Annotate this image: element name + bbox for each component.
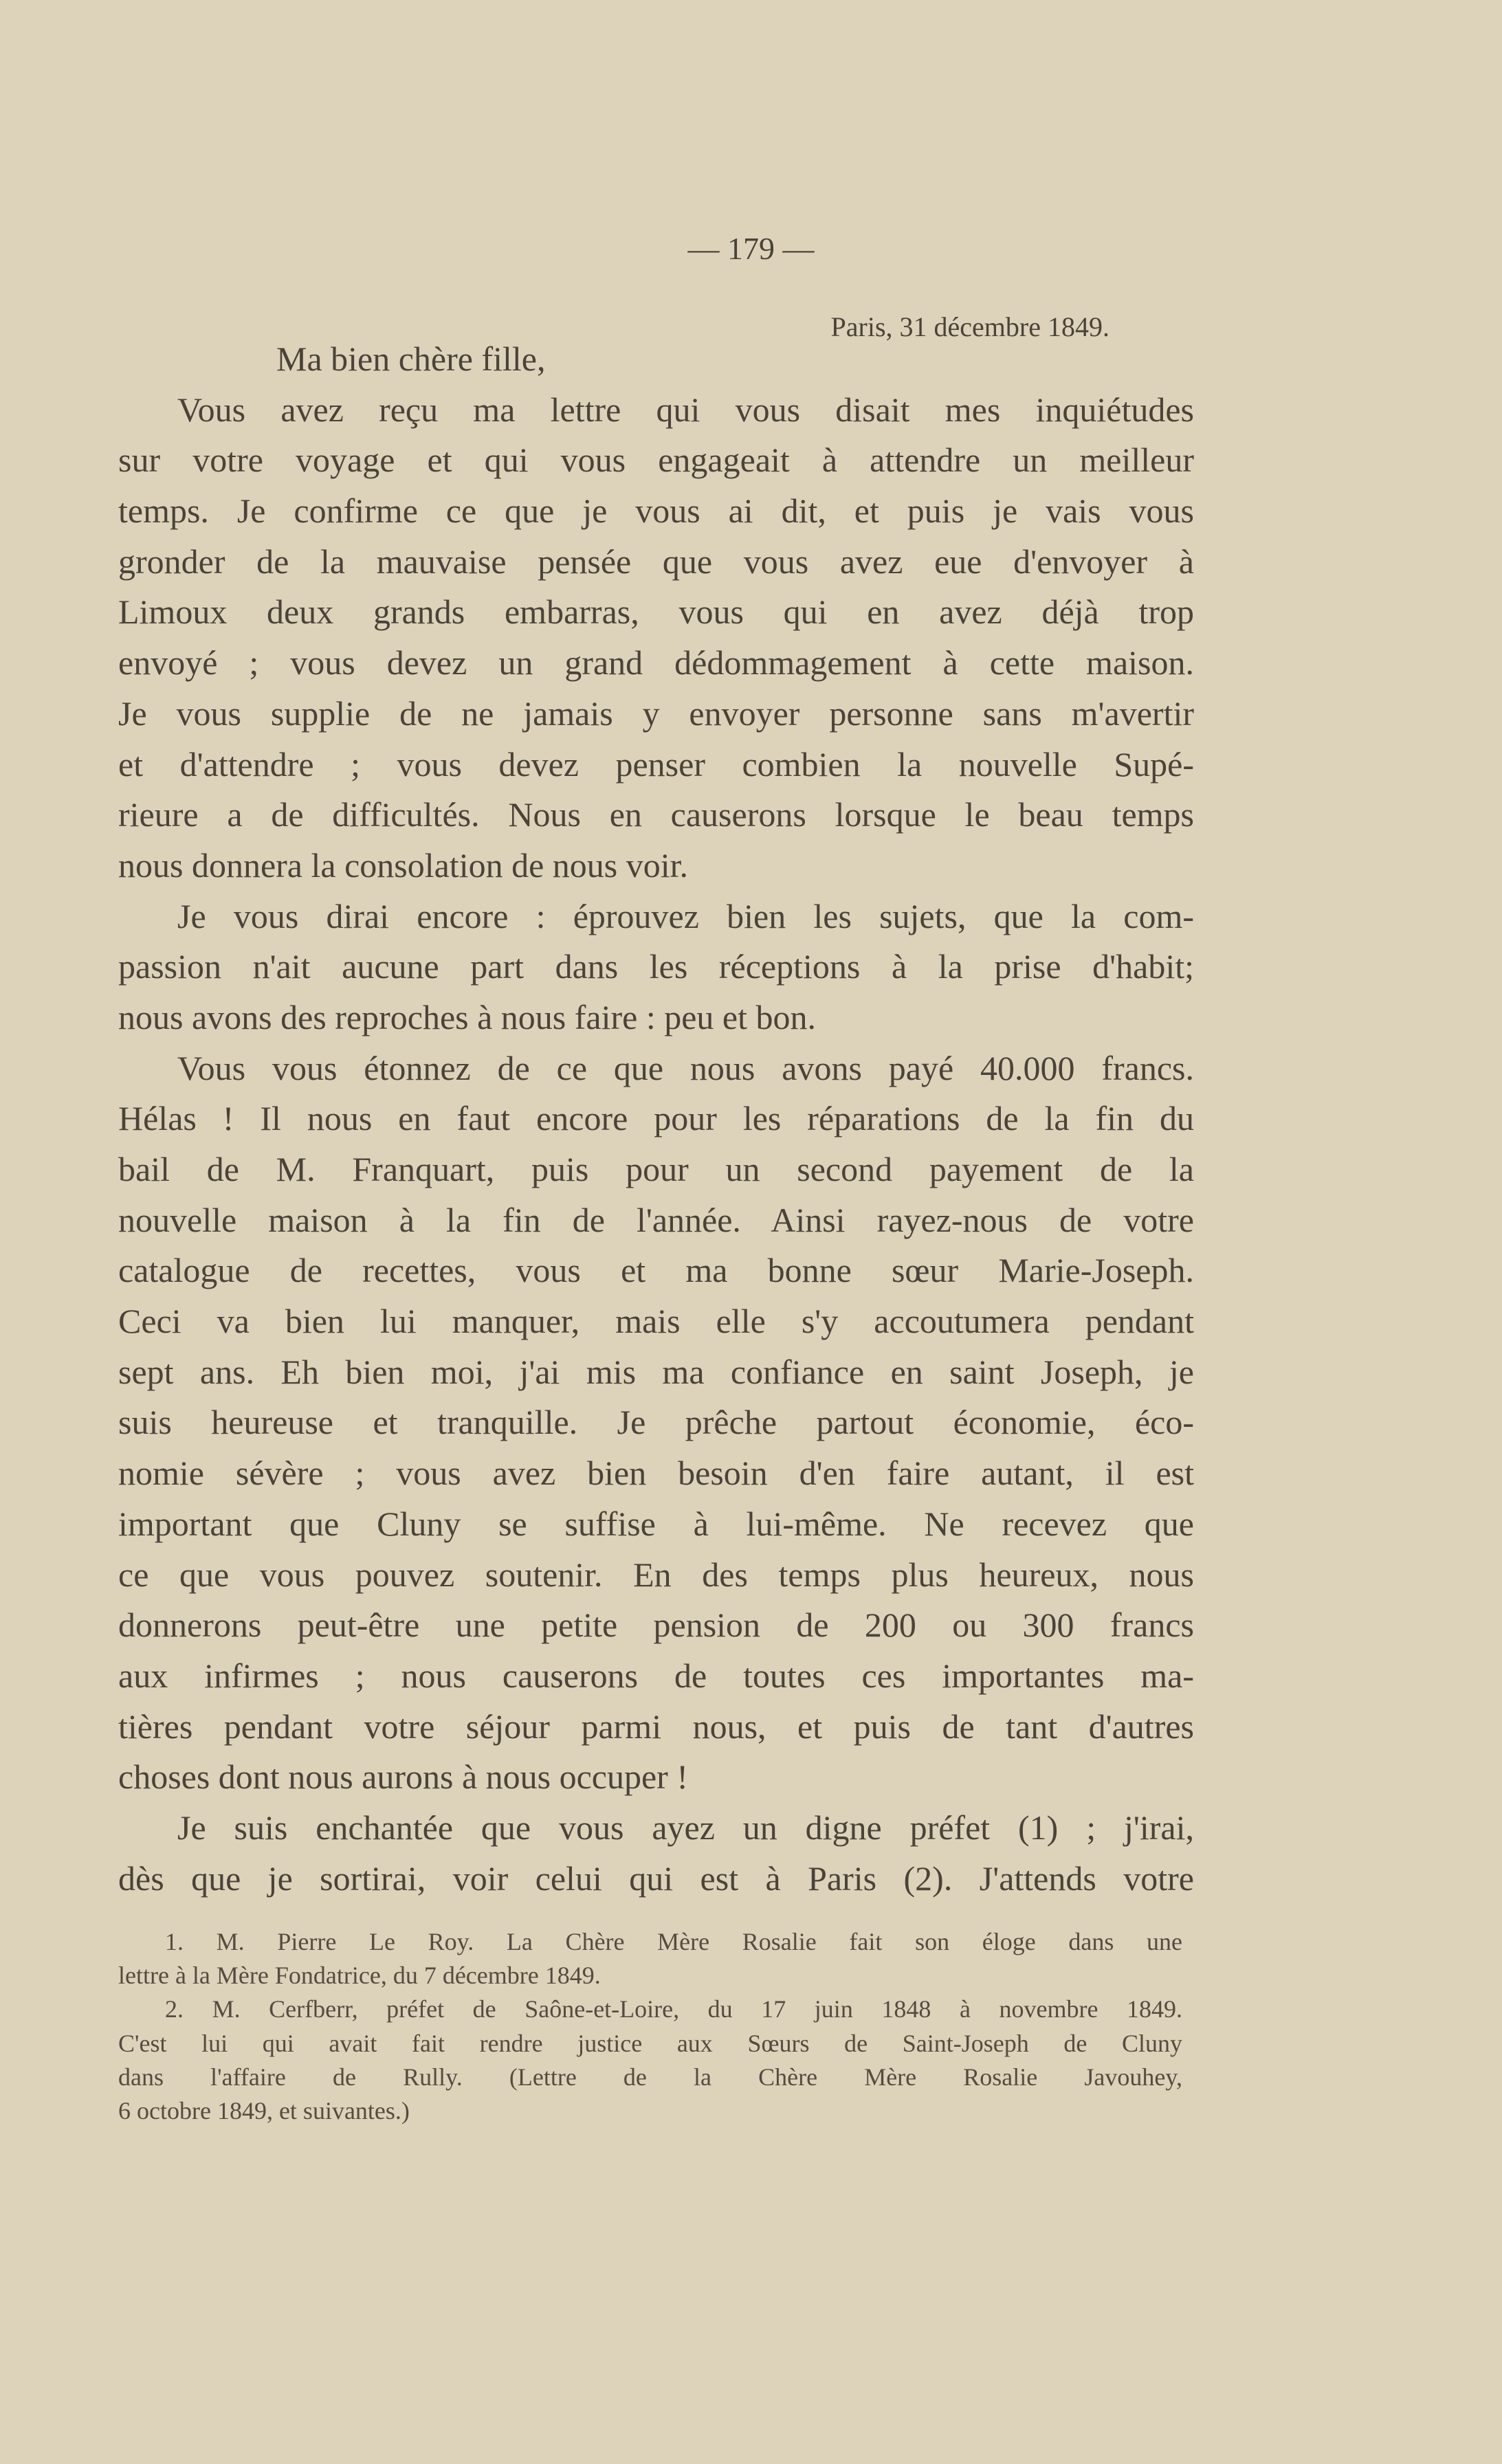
text-line: rieure a de difficultés. Nous en causerons lorsque le beau temps	[118, 795, 1194, 834]
paragraphs	[118, 385, 1194, 1905]
text-line: nous donnera la consolation de nous voir.	[118, 845, 689, 885]
text-line: nomie sévère ; vous avez bien besoin d'en faire autant, il est	[118, 1454, 1194, 1493]
text-line: catalogue de recettes, vous et ma bonne sœur Marie-Joseph.	[118, 1251, 1194, 1290]
text-line: ce que vous pouvez soutenir. En des temps plus heureux, nous	[118, 1555, 1194, 1594]
text-line: sept ans. Eh bien moi, j'ai mis ma confiance en saint Joseph, je	[118, 1352, 1194, 1391]
text-line: donnerons peut-être une petite pension de 200 ou 300 francs	[118, 1606, 1194, 1645]
text-line: Je vous dirai encore : éprouvez bien les sujets, que la com-	[177, 896, 1194, 935]
text-line: nous avons des reproches à nous faire : peu et bon.	[118, 997, 816, 1036]
footnotes	[118, 1925, 1182, 2128]
text-line: Vous vous étonnez de ce que nous avons payé 40.000 francs.	[177, 1048, 1194, 1087]
text-line: Je suis enchantée que vous ayez un digne préfet (1) ; j'irai,	[177, 1808, 1194, 1847]
text-line: et d'attendre ; vous devez penser combien la nouvelle Supé-	[118, 744, 1194, 784]
footnote-line: lettre à la Mère Fondatrice, du 7 décembre 1849.	[118, 1962, 601, 1990]
text-line: Limoux deux grands embarras, vous qui en avez déjà trop	[118, 592, 1194, 632]
text-line: sur votre voyage et qui vous engageait à attendre un meilleur	[118, 441, 1194, 480]
text-line: aux infirmes ; nous causerons de toutes ces importantes ma-	[118, 1656, 1194, 1695]
text-line: suis heureuse et tranquille. Je prêche partout économie, éco-	[118, 1403, 1194, 1442]
footnote-line: 1. M. Pierre Le Roy. La Chère Mère Rosalie fait son éloge dans une	[165, 1928, 1182, 1955]
letter-date: Paris, 31 décembre 1849.	[830, 311, 1109, 342]
footnote-line: 6 octobre 1849, et suivantes.)	[118, 2096, 410, 2124]
text-line: dès que je sortirai, voir celui qui est à Paris (2). J'attends votre	[118, 1858, 1194, 1898]
page-number: — 179 —	[687, 231, 815, 266]
text-line: Ceci va bien lui manquer, mais elle s'y accoutumera pendant	[118, 1302, 1194, 1341]
text-line: Hélas ! Il nous en faut encore pour les réparations de la fin du	[118, 1099, 1194, 1138]
text-line: gronder de la mauvaise pensée que vous avez eue d'envoyer à	[118, 542, 1194, 581]
paragraph	[118, 1803, 1194, 1904]
footnote-line: dans l'affaire de Rully. (Lettre de la Chère Mère Rosalie Javouhey,	[118, 2063, 1182, 2091]
text-line: temps. Je confirme ce que je vous ai dit, et puis je vais vous	[118, 491, 1194, 531]
letter-body	[118, 334, 1194, 1904]
text-line: important que Cluny se suffise à lui-même. Ne recevez que	[118, 1504, 1194, 1543]
text-line: Je vous supplie de ne jamais y envoyer personne sans m'avertir	[118, 693, 1194, 733]
text-line: choses dont nous aurons à nous occuper !	[118, 1757, 688, 1797]
salutation: Ma bien chère fille,	[276, 340, 546, 378]
paragraph	[118, 385, 1194, 891]
text-line: tières pendant votre séjour parmi nous, et puis de tant d'autres	[118, 1707, 1194, 1746]
footnote	[118, 1993, 1182, 2128]
text-line: nouvelle maison à la fin de l'année. Ainsi rayez-nous de votre	[118, 1200, 1194, 1239]
text-line: passion n'ait aucune part dans les réceptions à la prise d'habit;	[118, 947, 1194, 986]
paragraph	[118, 1043, 1194, 1803]
footnote	[118, 1925, 1182, 1993]
text-line: Vous avez reçu ma lettre qui vous disait mes inquiétudes	[177, 390, 1194, 429]
footnote-line: C'est lui qui avait fait rendre justice aux Sœurs de Saint-Joseph de Cluny	[118, 2029, 1182, 2057]
footnote-line: 2. M. Cerfberr, préfet de Saône-et-Loire, du 17 juin 1848 à novembre 1849.	[165, 1995, 1182, 2023]
text-line: envoyé ; vous devez un grand dédommagement à cette maison.	[118, 643, 1194, 682]
paragraph	[118, 891, 1194, 1043]
text-line: bail de M. Franquart, puis pour un second payement de la	[118, 1150, 1194, 1188]
